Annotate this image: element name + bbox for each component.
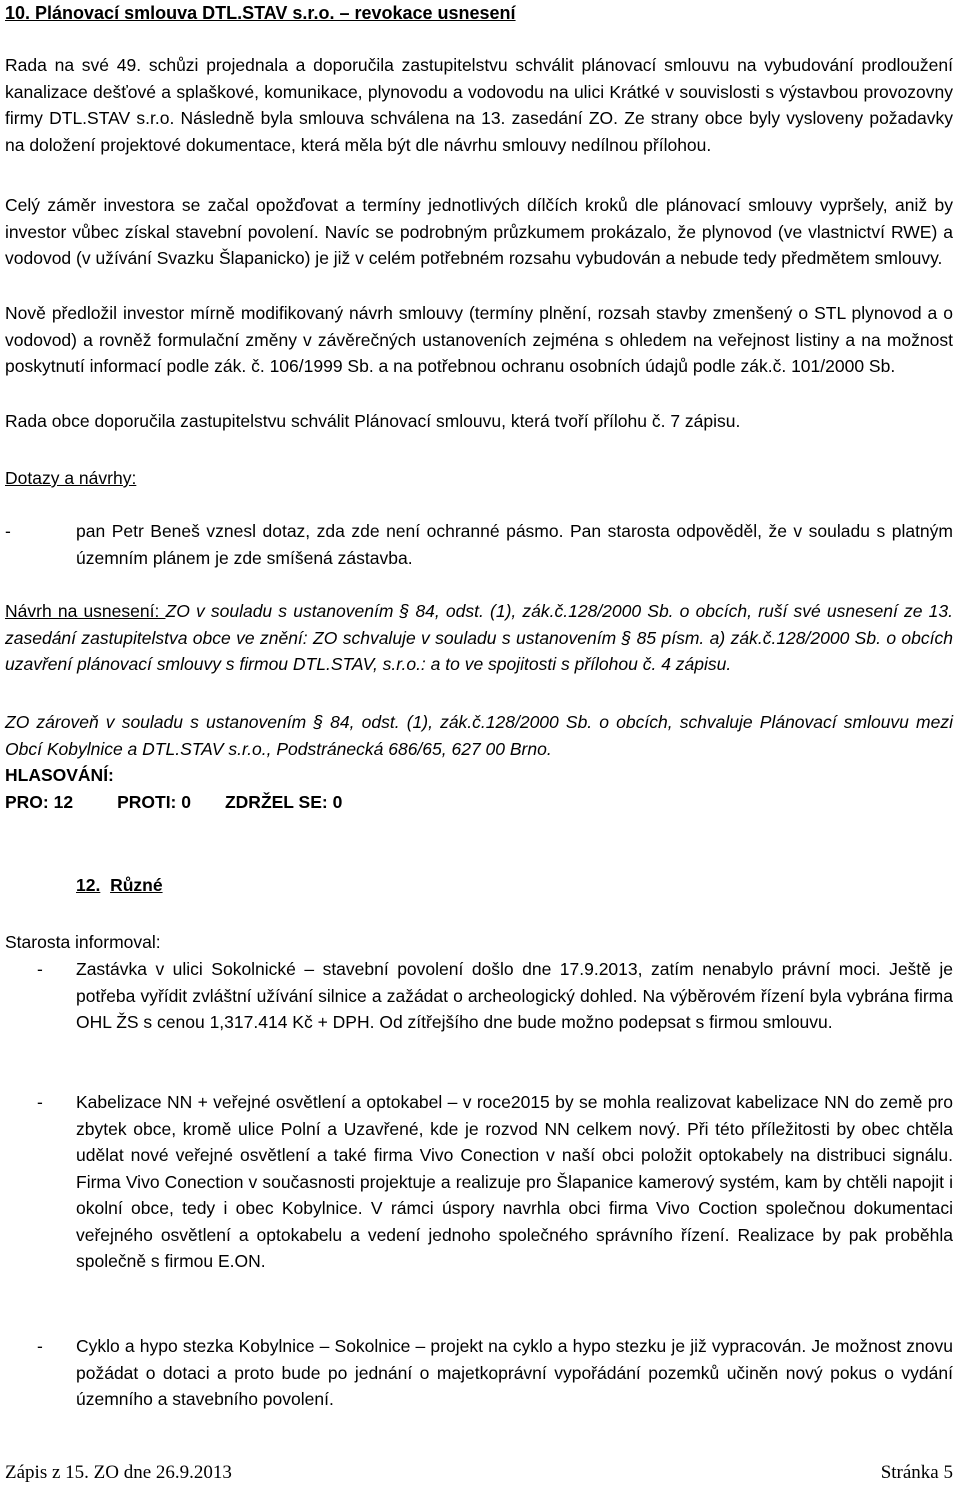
section-12-item-1 — [5, 956, 953, 1036]
proposal-text: ZO v souladu s ustanovením § 84, odst. (1), zák.č.128/2000 Sb. o obcích, ruší své usnesení ze 13. zasedání zastupitelstva obce ve znění: ZO schvaluje v souladu s ustanovením § 85 písm. a) zák.č.128/2000 Sb. o obcích uzavření plánovací smlouvy s firmou DTL.STAV, s.r.o.: a to ve spojitosti s přílohou č. 4 zápisu. — [5, 601, 953, 674]
section-12-title: Různé — [110, 875, 163, 895]
questions-label: Dotazy a návrhy: — [5, 468, 137, 488]
section-10-paragraph-1 — [5, 52, 953, 158]
vote-pro: PRO: 12 — [5, 792, 74, 812]
question-text: pan Petr Beneš vznesl dotaz, zda zde není ochranné pásmo. Pan starosta odpověděl, že v souladu s platným územním plánem je zde smíšená zástavba. — [76, 521, 953, 568]
item-text: Cyklo a hypo stezka Kobylnice – Sokolnice – projekt na cyklo a hypo stezku je již vypracován. Je možnost znovu požádat o dotaci a proto bude po jednání o majetkoprávní vypořádání pozemků učiněn nový pokus o vydání územního a stavebního povolení. — [76, 1336, 953, 1409]
questions-list — [5, 518, 953, 571]
section-10-paragraph-4: Rada obce doporučila zastupitelstvu schválit Plánovací smlouvu, která tvoří přílohu č. 7 zápisu. — [5, 411, 741, 431]
section-10-heading: 10. Plánovací smlouva DTL.STAV s.r.o. – revokace usnesení — [5, 3, 516, 23]
list-dash: - — [5, 521, 11, 541]
section-12-number: 12. — [76, 875, 101, 895]
vote-zdrzel: ZDRŽEL SE: 0 — [224, 792, 343, 812]
proposal-text-2: ZO zároveň v souladu s ustanovením § 84, odst. (1), zák.č.128/2000 Sb. o obcích, schvaluje Plánovací smlouvu mezi Obcí Kobylnice a DTL.STAV s.r.o., Podstránecká 686/65, 627 00 Brno. — [5, 712, 953, 759]
section-10-paragraph-2: Celý záměr investora se začal opožďovat a termíny jednotlivých dílčích kroků dle plánovací smlouvy vypršely, aniž by investor vůbec získal stavební povolení. Navíc se podrobným průzkumem prokázalo, že plynovod (ve vlastnictví RWE) a vodovod (v užívání Svazku Šlapanicko) je již v celém potřebném rozsahu vybudován a nebude tedy předmětem smlouvy. — [5, 195, 953, 268]
page-footer — [5, 1462, 953, 1486]
vote-proti: PROTI: 0 — [117, 792, 191, 812]
section-12-heading — [76, 872, 953, 899]
footer-page-number: Stránka 5 — [880, 1462, 953, 1483]
list-dash: - — [37, 959, 43, 979]
section-12-intro: Starosta informoval: — [5, 932, 161, 952]
item-text: Zastávka v ulici Sokolnické – stavební povolení došlo dne 17.9.2013, zatím nenabylo právní moci. Ještě je potřeba vyřídit zvláštní užívání silnice a zažádat o archeologický dohled. Na výběrovém řízení byla vybrána firma OHL ŽS s cenou 1,317.414 Kč + DPH. Od zítřejšího dne bude možno podepsat s firmou smlouvu. — [76, 959, 953, 1032]
paragraph-1-extra: Ze strany obce byly vysloveny požadavky na doložení projektové dokumentace, která měla být dle návrhu smlouvy nedílnou přílohou. — [5, 108, 953, 155]
section-10-paragraph-3: Nově předložil investor mírně modifikovaný návrh smlouvy (termíny plnění, rozsah stavby zmenšený o STL plynovod a o vodovod) a rovněž formulační změny v závěrečných ustanoveních zejména s ohledem na veřejnost listiny a na možnost poskytnutí informací podle zák. č. 106/1999 Sb. a na potřebnou ochranu osobních údajů podle zák.č. 101/2000 Sb. — [5, 303, 953, 376]
section-12-item-3 — [5, 1333, 953, 1413]
item-text: Kabelizace NN + veřejné osvětlení a optokabel – v roce2015 by se mohla realizovat kabelizace NN do země pro zbytek obce, kromě ulice Polní a Uzavřené, kde je rozvod NN celkem nový. Při této příležitosti by obec chtěla udělat nové veřejné osvětlení a také firma Vivo Conection v naší obci položit optokabely na distribuci signálu. Firma Vivo Conection v současnosti projektuje a realizuje pro Šlapanice kamerový systém, kam by chtěli napojit i okolní obce, tedy i obec Kobylnice. V rámci úspory navrhla obci firma Vivo Coction společnou dokumentaci veřejného osvětlení a optokabelu a vedení jednoho společného správního řízení. Realizace by pak proběhla společně s firmou E.ON. — [76, 1092, 953, 1271]
section-12-item-2 — [5, 1089, 953, 1275]
proposal-label: Návrh na usnesení: — [5, 601, 166, 621]
footer-left: Zápis z 15. ZO dne 26.9.2013 — [5, 1462, 232, 1483]
list-dash: - — [37, 1092, 43, 1112]
list-dash: - — [37, 1336, 43, 1356]
paragraph-1-text: Rada na své 49. schůzi projednala a doporučila zastupitelstvu schválit plánovací smlouvu na vybudování prodloužení kanalizace dešťové a splaškové, komunikace, plynovodu a vodovodu na ulici Krátké v souvislosti s výstavbou provozovny firmy DTL.STAV s.r.o. Následně byla smlouva schválena na 13. zasedání ZO. — [5, 55, 953, 128]
vote-results — [5, 789, 953, 816]
vote-label: HLASOVÁNÍ: — [5, 765, 114, 785]
question-item — [5, 518, 953, 571]
proposal-block — [5, 598, 953, 678]
